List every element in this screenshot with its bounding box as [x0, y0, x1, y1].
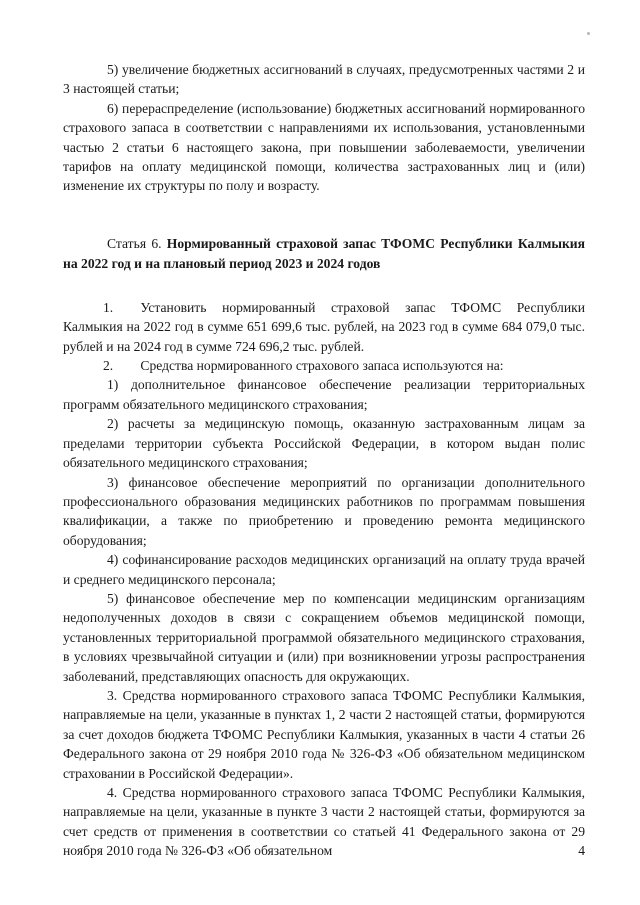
section-spacer	[63, 196, 585, 234]
point-2: 2. Средства нормированного страхового запаса используются на:	[103, 358, 504, 374]
section-spacer	[63, 274, 585, 298]
article-prefix: Статья 6.	[107, 235, 162, 251]
document-page	[63, 60, 585, 861]
point-1: 1. Установить нормированный страховой запас ТФОМС Республики Калмыкия на 2022 год в сумме 651 699,6 тыс. рублей, на 2023 год в сумме 684 079,0 тыс. рублей и на 2024 год в сумме 724 696,2 тыс. рублей.	[63, 299, 585, 354]
paragraph-item-6: 6) перераспределение (использование) бюджетных ассигнований нормированного страхового запаса в соответствии с направлениями их использования, установленными частью 2 статьи 6 настоящего закона, при повышении заболеваемости, увеличении тарифов на оплату медицинской помощи, количества застрахованных лиц и (или) изменение их структуры по полу и возрасту.	[63, 100, 585, 194]
article-title: Нормированный страховой запас ТФОМС Республики Калмыкия на 2022 год и на плановый период 2023 и 2024 годов	[63, 235, 585, 271]
paragraph-item-5: 5) увеличение бюджетных ассигнований в случаях, предусмотренных частями 2 и 3 настоящей статьи;	[63, 62, 585, 97]
subitem-5: 5) финансовое обеспечение мер по компенсации медицинским организациям недополученных доходов в связи с сокращением объемов медицинской помощи, установленных территориальной программой обязательного медицинского страхования, в условиях чрезвычайной ситуации и (или) при возникновении угрозы распространения заболеваний, представляющих опасность для окружающих.	[63, 590, 585, 684]
article-heading	[63, 234, 585, 274]
scan-speck	[587, 32, 590, 35]
point-4: 4. Средства нормированного страхового запаса ТФОМС Республики Калмыкия, направляемые на цели, указанные в пункте 3 части 2 настоящей статьи, формируются за счет средств от применения в соответствии со статьей 41 Федерального закона от 29 ноября 2010 года № 326-ФЗ «Об обязательном	[63, 785, 585, 859]
subitem-4: 4) софинансирование расходов медицинских организаций на оплату труда врачей и среднего медицинского персонала;	[63, 552, 585, 587]
subitem-2: 2) расчеты за медицинскую помощь, оказанную застрахованным лицам за пределами территории субъекта Российской Федерации, в котором выдан полис обязательного медицинского страхования;	[63, 416, 585, 471]
point-3: 3. Средства нормированного страхового запаса ТФОМС Республики Калмыкия, направляемые на цели, указанные в пунктах 1, 2 части 2 настоящей статьи, формируются за счет доходов бюджета ТФОМС Республики Калмыкия, указанных в части 4 статьи 26 Федерального закона от 29 ноября 2010 года № 326-ФЗ «Об обязательном медицинском страховании в Российской Федерации».	[63, 687, 585, 781]
page-number: 4	[578, 843, 585, 858]
subitem-3: 3) финансовое обеспечение мероприятий по организации дополнительного профессионального образования медицинских работников по программам повышения квалификации, а также по приобретению и проведению ремонта медицинского оборудования;	[63, 474, 585, 548]
subitem-1: 1) дополнительное финансовое обеспечение реализации территориальных программ обязательного медицинского страхования;	[63, 377, 585, 412]
